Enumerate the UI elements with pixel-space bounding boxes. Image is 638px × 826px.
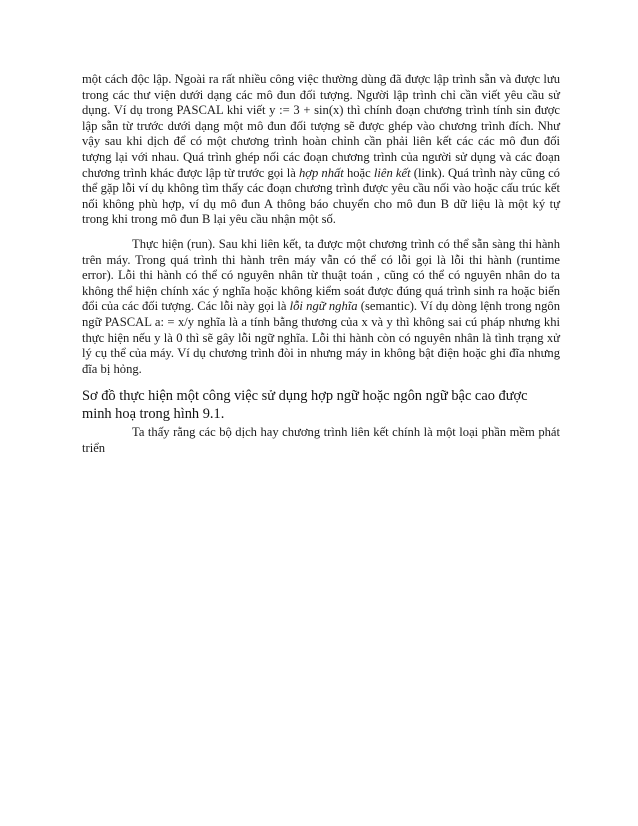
document-page (82, 72, 560, 456)
paragraph-text: (semantic). Ví dụ dòng lệnh trong ngôn ngữ PASCAL a: = x/y nghĩa là a tính bằng thương của x và y thì không sai cú pháp nhưng khi thực hiện nếu y là 0 thì sẽ gây lỗi ngữ nghĩa. Lỗi thi hành còn có nguyên nhân là tình trạng xử lý cụ thể của máy. Ví dụ chương trình đòi in nhưng máy in không bật điện hoặc ghi đĩa nhưng đĩa bị hỏng. (82, 299, 560, 376)
term-loi-ngu-nghia: lỗi ngữ nghĩa (289, 299, 358, 314)
section-heading: Sơ đồ thực hiện một công việc sử dụng hợp ngữ hoặc ngôn ngữ bậc cao được minh hoạ trong hình 9.1. (82, 388, 528, 422)
paragraph-conclusion: Ta thấy rằng các bộ dịch hay chương trình liên kết chính là một loại phần mềm phát triển (82, 425, 560, 455)
paragraph-text: một cách độc lập. Ngoài ra rất nhiều công việc thường dùng đã được lập trình sẵn và được lưu trong các thư viện dưới dạng các mô đun đối tượng. Người lập trình chỉ cần viết yêu cầu sử dụng. Ví dụ trong PASCAL khi viết y := 3 + sin(x) thì chính đoạn chương trình tính sin được lập sẵn từ trước dưới dạng một mô đun đối tượng sẽ được ghép vào chương trình đích. Như vậy sau khi dịch để có một chương trình hoàn chỉnh cần phải liên kết các các mô đun đối tượng lại với nhau. Quá trình ghép nối các đoạn chương trình của người sử dụng và các đoạn chương trình khác được lập từ trước gọi là (82, 72, 560, 180)
paragraph-linking (82, 72, 560, 228)
paragraph-text: Thực hiện (run). Sau khi liên kết, ta được một chương trình có thể sẵn sàng thi hành trên máy. Trong quá trình thi hành trên máy vẫn có thể có lỗi gọi là lỗi thi hành (runtime error). Lỗi thi hành có thể có nguyên nhân từ thuật toán , cũng có thể có nguyên nhân do ta không thể hiện chính xác ý nghĩa hoặc không kiểm soát được đúng quá trình sinh ra hoặc biến đổi của các đối tượng. Các lỗi này gọi là (82, 236, 560, 314)
paragraph-text: (link). Quá trình này cũng có thể gặp lỗi ví dụ không tìm thấy các đoạn chương trình được yêu cầu nối vào hoặc cấu trúc kết nối không phù hợp, ví dụ mô đun A thông báo chuyển cho mô đun B dữ liệu là một ký tự trong khi trong mô đun B lại yêu cầu nhận một số. (82, 165, 560, 227)
paragraph-run (82, 237, 560, 377)
term-lien-ket: liên kết (373, 165, 411, 180)
paragraph-text: hoặc (343, 165, 374, 180)
term-hop-nhat: hợp nhất (298, 165, 344, 180)
